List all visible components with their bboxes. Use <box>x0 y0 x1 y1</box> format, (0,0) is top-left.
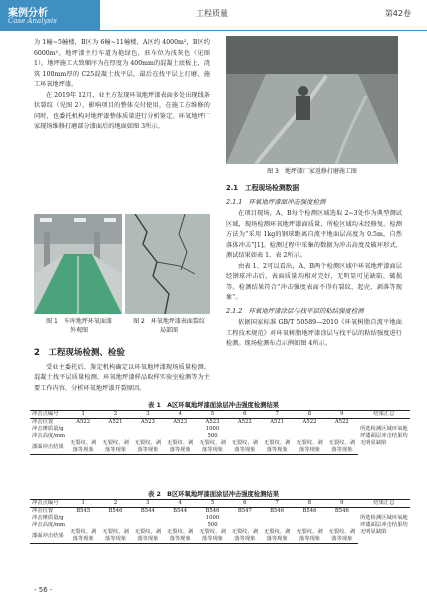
table-cell: A522 <box>334 419 349 425</box>
figure-1-caption: 图 1 车库地坪环氧面漆 外观图 <box>46 318 112 334</box>
table-cell: A522 <box>237 419 252 425</box>
table-cell: 3 <box>132 500 164 508</box>
journal-name: 工程质量 <box>196 9 228 18</box>
table-cell: 无裂纹、剥落等现象 <box>261 440 293 455</box>
table-cell: 无裂纹、剥落等现象 <box>132 529 164 544</box>
table-cell: 无裂纹、剥落等现象 <box>261 529 293 544</box>
row-label: 冲击锤质量/g <box>32 515 64 521</box>
table-cell: B546 <box>270 508 285 514</box>
table-cell: B546 <box>108 508 123 514</box>
paragraph: 依据国家标准 GB/T 50589—2010《环氧树脂自流平地面工程技术规范》对环氧树脂地坪漆涂层与找平层的粘结强度进行检测。现场检测布点示例如图 4所示。 <box>226 319 402 347</box>
row-label: 冲击位置 <box>32 419 54 425</box>
table-cell: 1000 <box>205 515 220 521</box>
table-cell: 4 <box>164 500 196 508</box>
right-column <box>226 180 402 350</box>
table-cell: 1 <box>67 500 99 508</box>
row-label: 冲击高度/mm <box>32 433 66 439</box>
table-cell: 1 <box>67 411 99 419</box>
table-cell: 500 <box>207 522 218 528</box>
table-cell: 无裂纹、剥落等现象 <box>326 440 358 455</box>
table-cell: 5 <box>196 411 228 419</box>
paragraph: 受业主委托后，鉴定机构确定以环氧地坪漆现场质量检测、混凝土找平层质量检测、环氧地坪漆样品取样实验室检测等为主要工作内容，分析环氧地坪漆开裂原因。 <box>34 363 210 392</box>
table-cell: B544 <box>140 508 155 514</box>
table-cell: B547 <box>237 508 252 514</box>
table-cell: 2 <box>99 411 131 419</box>
table-1 <box>30 410 410 455</box>
table-cell: 无裂纹、剥落等现象 <box>326 529 358 544</box>
figure-1-photo <box>34 214 122 314</box>
table-cell: 无裂纹、剥落等现象 <box>229 440 261 455</box>
table-cell: A521 <box>270 419 285 425</box>
row-label: 漆面冲击结果 <box>30 440 67 455</box>
table-cell: 无裂纹、剥落等现象 <box>164 529 196 544</box>
table-cell: B546 <box>302 508 317 514</box>
table-cell: A523 <box>205 419 220 425</box>
paragraph: 为 1幢~5幢楼，B区为 6幢~11幢楼，A区约 4000m²，B区约 6000m²。地坪漆主行车道为艳绿色，驻车位为浅灰色（见图 1）。地坪施工大致顺序为在厚度为 400mm的混凝土底板上，浇筑 100mm厚的 C25混凝土找平层，最后在找平层上打磨、施工环氧地坪漆。 <box>34 39 210 88</box>
table-cell: 1000 <box>205 426 220 432</box>
figure-2-photo <box>125 214 210 314</box>
table-cell: 2 <box>99 500 131 508</box>
left-column-top <box>34 38 210 133</box>
paragraph: 由表 1、2可以看出，A、B两个检测区域中环氧地坪漆面层经钢球冲击后，表面质量均相对完好，无明显可见缺陷、破损等。检测结果符合“冲击强度表面不得有裂纹、起壳、剥落等现象”。 <box>226 262 402 301</box>
table-cell: 6 <box>229 500 261 508</box>
page-number: - 56 - <box>34 586 53 594</box>
table-2-caption: 表 2 B区环氧地坪漆面涂层冲击强度检测结果 <box>147 491 279 498</box>
table-cell: B546 <box>205 508 220 514</box>
table-cell: 9 <box>326 500 358 508</box>
table-cell: 无裂纹、剥落等现象 <box>67 440 99 455</box>
figure-2-caption: 图 2 环氧地坪漆表面裂纹 局部图 <box>133 318 205 334</box>
table-cell: B544 <box>173 508 188 514</box>
section-heading: 2 工程现场检测、检验 <box>34 348 125 358</box>
table-cell: 500 <box>207 433 218 439</box>
table-cell: A522 <box>302 419 317 425</box>
volume-number: 第42卷 <box>384 9 411 18</box>
section-title: 案例分析 <box>8 8 48 19</box>
table-cell: 无裂纹、剥落等现象 <box>164 440 196 455</box>
table-cell: 无裂纹、剥落等现象 <box>229 529 261 544</box>
section-subtitle: Case Analysis <box>8 17 57 25</box>
table-cell: 6 <box>229 411 261 419</box>
figure-3-caption: 图 3 地坪漆厂家返修打磨施工图 <box>267 168 357 175</box>
table-cell: 无裂纹、剥落等现象 <box>293 529 325 544</box>
table-cell: B545 <box>76 508 91 514</box>
table-cell: 8 <box>293 500 325 508</box>
summary-cell: 所选检测区域环氧地坪漆面层冲击结果均无明显缺陷 <box>360 426 408 447</box>
subsection-heading: 2.1.1 环氧地坪漆面冲击强度检测 <box>226 197 326 206</box>
table-cell: A523 <box>140 419 155 425</box>
table-cell: 无裂纹、剥落等现象 <box>196 529 228 544</box>
table-cell: 4 <box>164 411 196 419</box>
table-1-caption: 表 1 A区环氧地坪漆面涂层冲击强度检测结果 <box>147 402 280 409</box>
table-cell: 8 <box>293 411 325 419</box>
subsection-heading: 2.1.2 环氧地坪漆涂层与找平层的粘结强度检测 <box>226 306 364 315</box>
row-label: 漆面冲击结果 <box>30 529 67 544</box>
summary-cell: 所选检测区域环氧地坪漆面层冲击结果均无明显缺陷 <box>360 515 408 536</box>
paragraph: 在 2019年 12月，业主方发现环氧地坪漆表面多处出现线条状裂纹（见图 2），影响项目的整体交付使用，在施工方维修的同时，也委托机构对地坪漆整体质量进行分析鉴定。环氧地坪厂家现场维修打磨部分漆面后的地面如图 3所示。 <box>34 91 210 130</box>
row-label: 冲击高度/mm <box>32 522 66 528</box>
table-cell: 无裂纹、剥落等现象 <box>196 440 228 455</box>
row-label: 冲击锤质量/g <box>32 426 64 432</box>
left-column-bottom <box>34 342 210 394</box>
table-cell: 3 <box>132 411 164 419</box>
figure-3-photo <box>226 36 398 164</box>
table-cell: B546 <box>334 508 349 514</box>
table-cell: 5 <box>196 500 228 508</box>
table-cell: 无裂纹、剥落等现象 <box>67 529 99 544</box>
table-cell: A521 <box>108 419 123 425</box>
table-cell: A523 <box>173 419 188 425</box>
table-cell: 无裂纹、剥落等现象 <box>99 440 131 455</box>
row-label: 冲击位置 <box>32 508 54 514</box>
row-label: 冲击点编号 <box>30 500 67 508</box>
row-label: 冲击点编号 <box>30 411 67 419</box>
summary-header: 结果汇总 <box>358 500 410 508</box>
table-cell: 无裂纹、剥落等现象 <box>293 440 325 455</box>
table-cell: 无裂纹、剥落等现象 <box>132 440 164 455</box>
table-cell: 9 <box>326 411 358 419</box>
table-cell: A522 <box>76 419 91 425</box>
page-header <box>0 0 427 30</box>
section-heading: 2.1 工程现场检测数据 <box>226 184 300 192</box>
header-rule <box>0 30 427 31</box>
summary-header: 结果汇总 <box>358 411 410 419</box>
table-cell: 无裂纹、剥落等现象 <box>99 529 131 544</box>
table-2 <box>30 499 410 544</box>
table-cell: 7 <box>261 411 293 419</box>
paragraph: 在项目现场，A、B每个检测区域选取 2~3处作为典型测试区域，现场检测环氧地坪漆面质量，所检区域均未经修复。检测方法为“采用 1kg的钢球距离自流平地面层高度为 0.5m，自然落体冲击”[1]。检测过程中采集的数据为冲击高度及破坏形式，测试结果如表 1、表 2所示。 <box>226 210 402 259</box>
table-cell: 7 <box>261 500 293 508</box>
